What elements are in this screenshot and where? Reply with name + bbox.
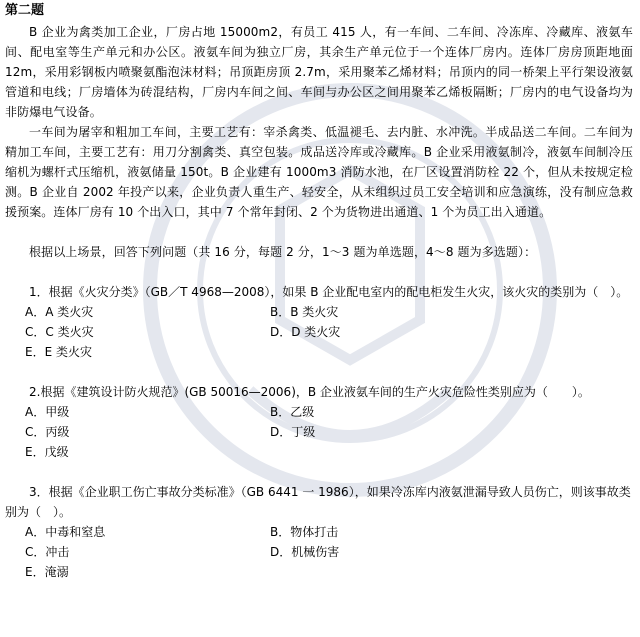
spacer [5,262,633,282]
option-c: C．C 类火灾 [25,325,94,339]
option-e: E．E 类火灾 [25,345,92,359]
option-d: D．D 类火灾 [270,325,341,339]
spacer [5,222,633,242]
option-e: E．戊级 [25,445,69,459]
question-2 [5,382,633,462]
question-stem: 2.根据《建筑设计防火规范》(GB 50016—2006)，B 企业液氨车间的生产火灾危险性类别应为（ ）。 [29,385,590,399]
option-d: D．机械伤害 [270,545,340,559]
question-1 [5,282,633,362]
option-a: A．中毒和窒息 [25,525,106,539]
scenario-paragraph-2: 一车间为屠宰和粗加工车间，主要工艺有：宰杀禽类、低温褪毛、去内脏、水冲洗。半成品送二车间。二车间为精加工车间，主要工艺有：用刀分割禽类、真空包装。成品送冷库或冷藏库。B 企业采用液氨制冷，液氨车间制冷压缩机为螺杆式压缩机，液氨储量 150t。B 企业建有 1000m3 消防水池，在厂区设置消防栓 22 个，但从未按规定检测。B 企业自 2002 年投产以来，企业负责人重生产、轻安全，从未组织过员工安全培训和应急演练，没有制应急救援预案。连体厂房有 10 个出入口，其中 7 个常年封闭、2 个为货物进出通道、1 个为员工出入通道。 [5,125,633,219]
option-a: A．甲级 [25,405,70,419]
question-3 [5,482,633,582]
document [5,0,633,582]
option-b: B．乙级 [270,405,315,419]
option-d: D．丁级 [270,425,316,439]
option-list [5,402,633,462]
option-b: B．B 类火灾 [270,305,339,319]
option-c: C．冲击 [25,545,70,559]
spacer [5,362,633,382]
option-list [5,302,633,362]
scenario-paragraph-1: B 企业为禽类加工企业，厂房占地 15000m2，有员工 415 人，有一车间、二车间、冷冻库、冷藏库、液氨车间、配电室等生产单元和办公区。液氨车间为独立厂房，其余生产单元位于一个连体厂房内。连体厂房房顶距地面 12m，采用彩钢板内喷聚氨酯泡沫材料；吊顶距房顶 2.7m，采用聚苯乙烯材料；吊顶内的同一桥架上平行架设液氨管道和电线；厂房墙体为砖混结构，厂房内车间之间、车间与办公区之间用聚苯乙烯板隔断；厂房内的电气设备均为非防爆电气设备。 [5,25,633,119]
option-e: E．淹溺 [25,565,69,579]
instruction-text: 根据以上场景，回答下列问题（共 16 分，每题 2 分，1～3 题为单选题，4～8 题为多选题）： [29,245,537,259]
question-title: 第二题 [5,3,45,18]
spacer [5,462,633,482]
option-a: A．A 类火灾 [25,305,94,319]
question-stem: 1．根据《火灾分类》（GB／T 4968—2008），如果 B 企业配电室内的配电柜发生火灾，该火灾的类别为（ ）。 [29,285,629,299]
option-b: B．物体打击 [270,525,339,539]
question-stem: 3．根据《企业职工伤亡事故分类标准》（GB 6441 一 1986），如果冷冻库内液氨泄漏导致人员伤亡，则该事故类别为（ ）。 [5,485,631,519]
option-list [5,522,633,582]
option-c: C．丙级 [25,425,70,439]
